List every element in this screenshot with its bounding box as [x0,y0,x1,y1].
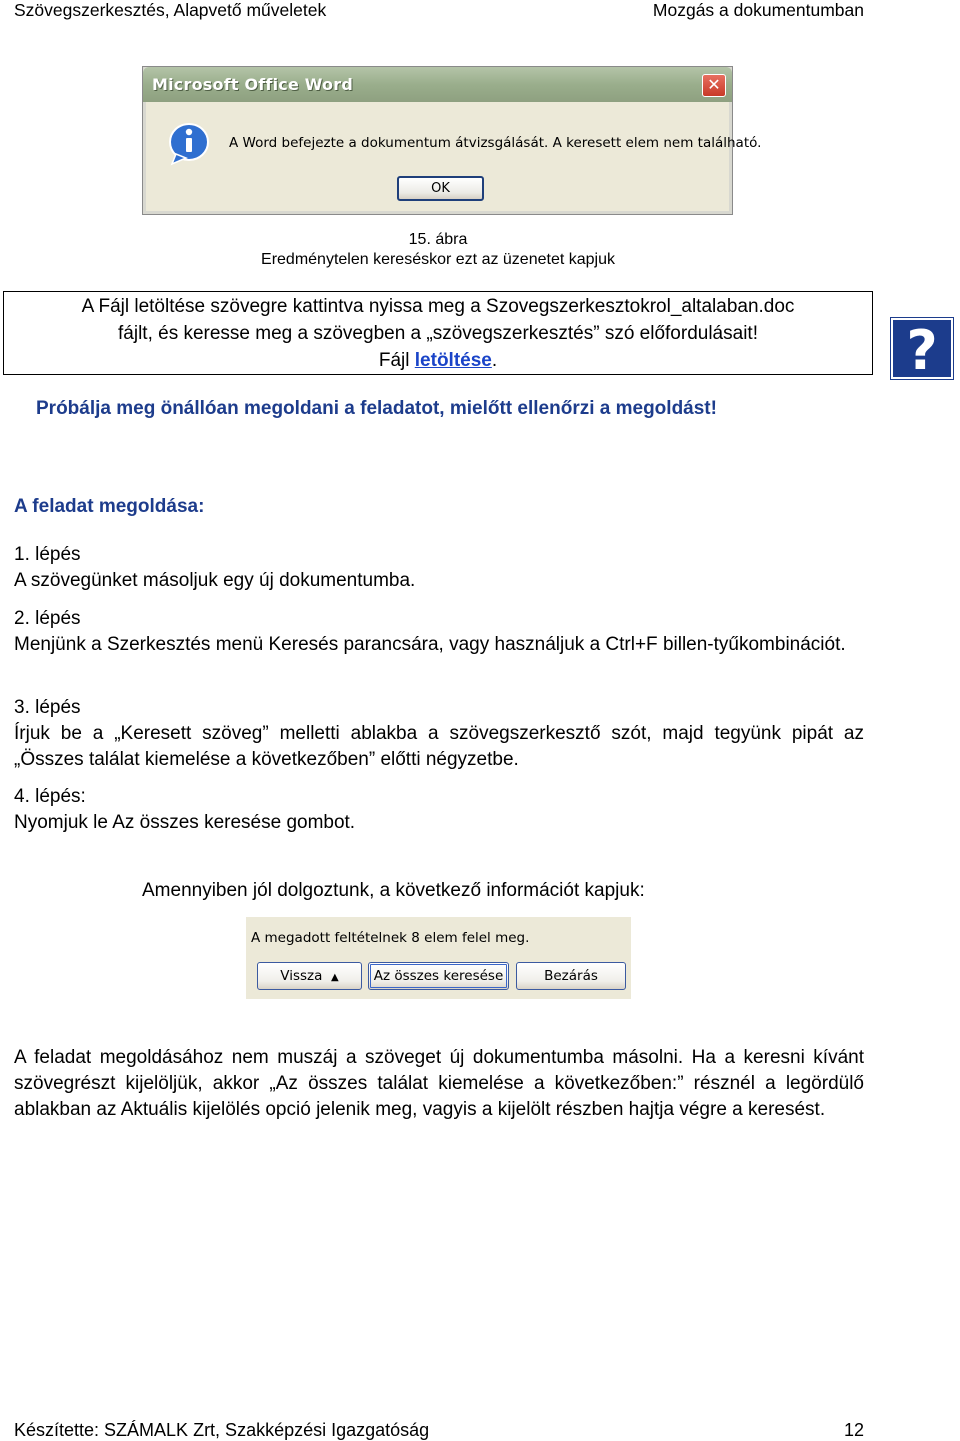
step-3-text: Írjuk be a „Keresett szöveg” melletti ablakba a szövegszerkesztő szót, majd tegyünk pipát az „Összes találat kiemelése a következőben” előtti négyzetbe. [14,723,864,770]
solution-heading: A feladat megoldása: [14,496,205,517]
close-icon[interactable]: ✕ [702,74,726,97]
page-number: 12 [843,1420,864,1440]
close-button[interactable]: Bezárás [516,962,626,990]
task-line-1: A Fájl letöltése szövegre kattintva nyissa meg a Szovegszerkesztokrol_altalaban.doc [81,296,795,317]
question-mark-icon [890,317,954,380]
task-line-3-prefix: Fájl [378,350,415,371]
task-line-2: fájlt, és keresse meg a szövegben a „szövegszerkesztés” szó előfordulásait! [118,323,758,344]
back-button[interactable] [257,962,362,990]
step-1-title: 1. lépés [14,544,81,565]
footer-left: Készítette: SZÁMALK Zrt, Szakképzési Igazgatóság [14,1420,430,1440]
closing-paragraph: A feladat megoldásához nem muszáj a szöveget új dokumentumba másolni. Ha a keresni kívánt szövegrészt kijelöljük, akkor „Az összes találat kiemelése a következőben:” résznél a legördülő ablakban az Aktuális kijelölés opció jelenik meg, vagyis a kijelölt részben hajtja végre a keresést. [14,1047,864,1120]
find-all-button[interactable]: Az összes keresése [368,962,509,990]
step-4-text: Nyomjuk le Az összes keresése gombot. [14,812,356,833]
header-left: Szövegszerkesztés, Alapvető műveletek [14,0,327,20]
dialog-title: Microsoft Office Word [152,75,353,94]
dialog-body [146,102,762,211]
result-message: A megadott feltételnek 8 elem felel meg. [251,930,530,946]
task-box [3,291,873,375]
task-line-3 [4,347,872,374]
word-dialog-screenshot [142,66,762,215]
step-3-title: 3. lépés [14,697,81,718]
ok-button[interactable]: OK [397,176,484,201]
up-arrow-icon: ▲ [331,972,339,983]
advice-text: Próbálja meg önállóan megoldani a feladatot, mielőtt ellenőrzi a megoldást! [36,398,717,419]
step-1-text: A szövegünket másoljuk egy új dokumentumba. [14,570,416,591]
header-right: Mozgás a dokumentumban [652,0,864,20]
find-result-screenshot [246,917,631,999]
dialog-message: A Word befejezte a dokumentum átvizsgálását. A keresett elem nem található. [229,135,762,151]
dialog-title-bar [143,67,732,102]
task-line-3-suffix: . [491,350,498,371]
figure-caption: Eredménytelen kereséskor ezt az üzenetet kapjuk [261,251,615,268]
result-intro: Amennyiben jól dolgoztunk, a következő információt kapjuk: [142,880,645,901]
step-2-title: 2. lépés [14,608,81,629]
step-2-text: Menjünk a Szerkesztés menü Keresés parancsára, vagy használjuk a Ctrl+F billen-tyűkombinációt. [14,634,846,655]
svg-text:?: ? [906,319,938,380]
back-button-label: Vissza [280,968,323,984]
step-4-title: 4. lépés: [14,786,86,807]
download-link[interactable]: letöltése [414,350,492,371]
page-header [14,0,864,22]
figure-number: 15. ábra [408,231,468,248]
info-icon [168,120,212,166]
